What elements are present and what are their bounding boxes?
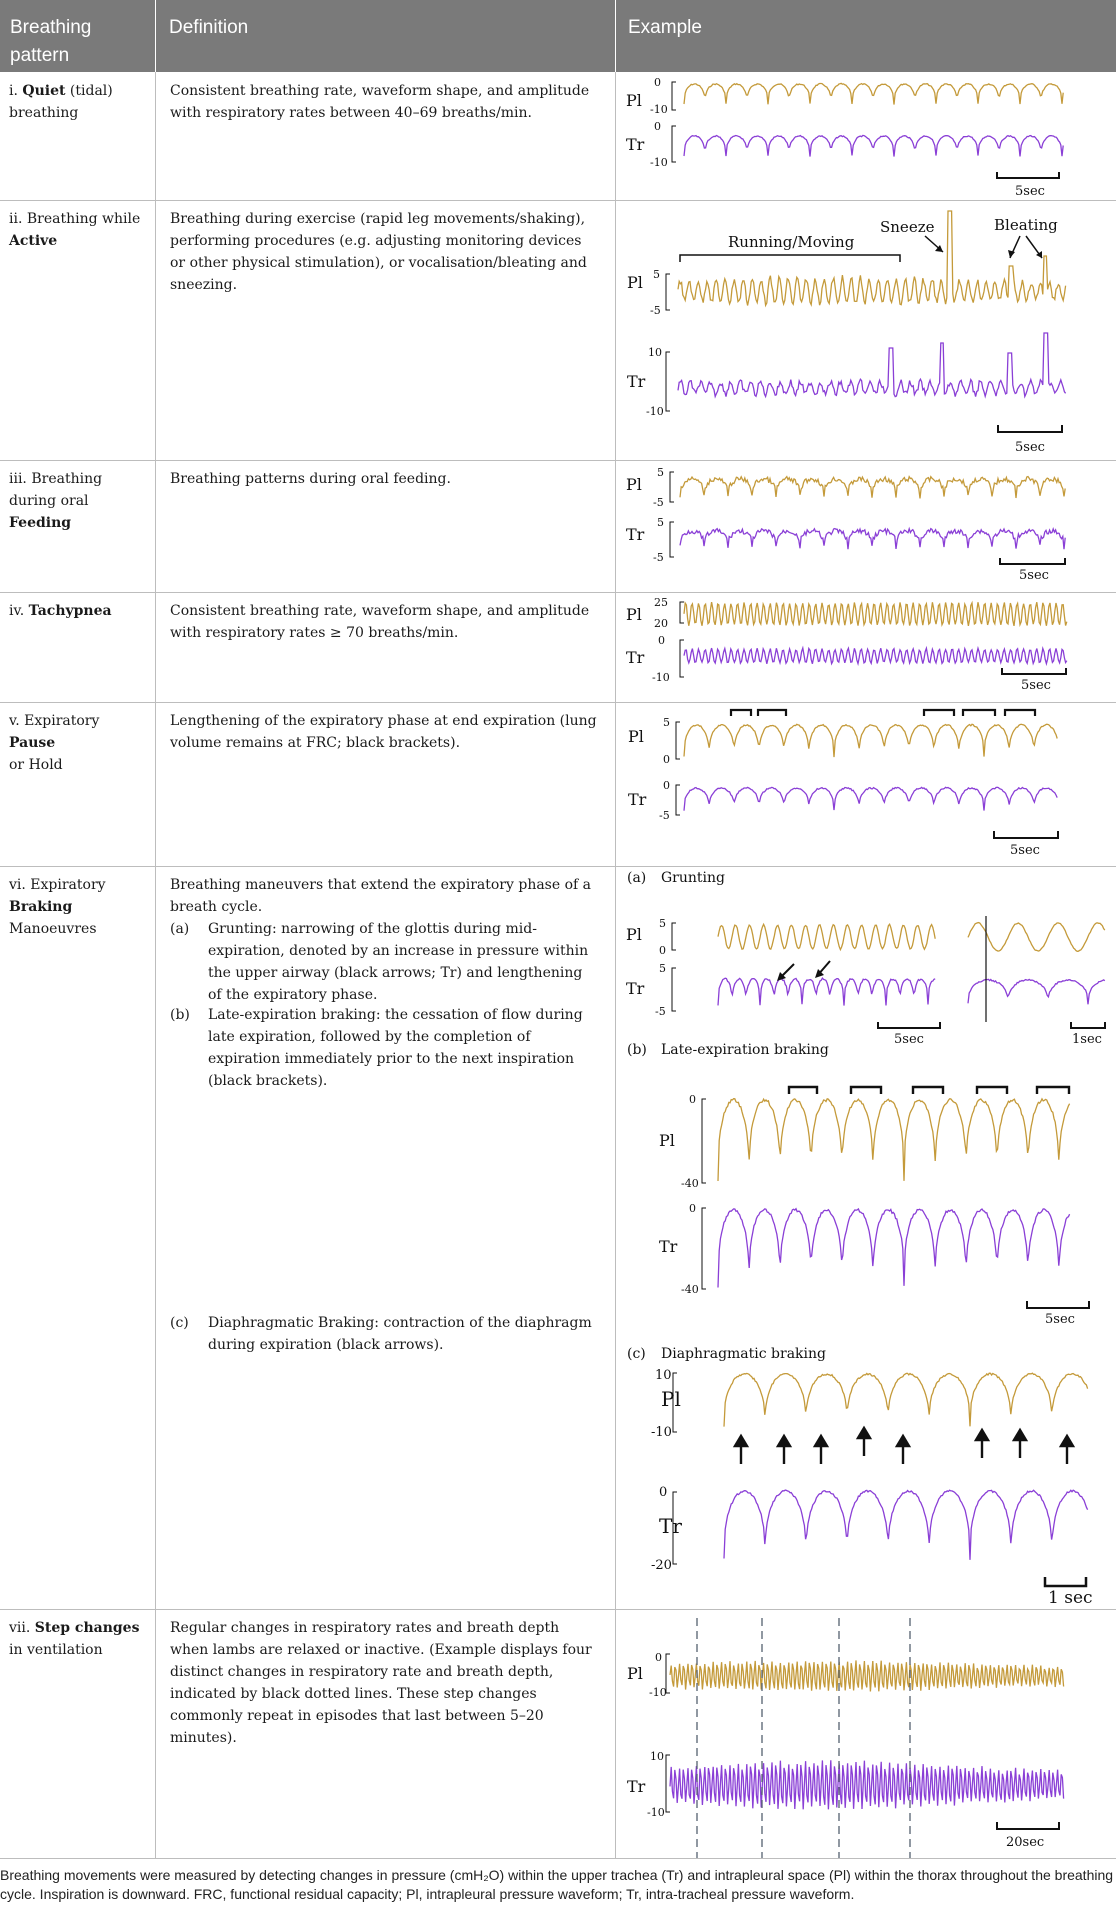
pl-waveform: [724, 1373, 1088, 1426]
scale-bar: [997, 1822, 1059, 1829]
pause-brackets: [731, 710, 1035, 716]
label-tr: Tr: [628, 790, 647, 809]
y-axis: [676, 785, 680, 815]
label-tr: Tr: [659, 1237, 678, 1256]
tick-label: -40: [681, 1283, 699, 1296]
tick-label: 25: [654, 596, 668, 609]
scale-label: 5sec: [1045, 1312, 1075, 1327]
scale-label: 5sec: [1015, 440, 1045, 455]
grunting-arrows: [779, 961, 830, 979]
diaphragm-arrows: [735, 1428, 1073, 1464]
tick-label: -5: [650, 304, 661, 317]
pl-waveform: [684, 83, 1063, 104]
label-pl: Pl: [627, 1664, 643, 1683]
y-axis: [670, 472, 674, 502]
definition-late-expiration: (b) Late-expiration braking: the cessation of flow during late expiration, followed by the completion of expiration immediately prior to the next inspiration (black brackets).: [170, 1007, 583, 1089]
tick-label: 0: [659, 944, 666, 957]
tick-label: 0: [689, 1202, 696, 1215]
tick-label: -10: [649, 1686, 667, 1699]
y-axis: [666, 274, 670, 310]
scale-bar: [994, 831, 1058, 838]
step-change-lines: [697, 1618, 910, 1858]
label-tr: Tr: [626, 135, 645, 154]
scale-bar: [998, 425, 1062, 432]
tick-label: -40: [681, 1177, 699, 1190]
label-pl: Pl: [626, 475, 642, 494]
label-pl: Pl: [661, 1387, 681, 1411]
tick-label: 5: [657, 466, 664, 479]
scale-label: 5sec: [1019, 568, 1049, 583]
scale-bar: [1071, 1022, 1105, 1028]
pattern-active: ii. Breathing while Active: [9, 211, 141, 249]
tick-label: -10: [651, 1425, 672, 1440]
tr-waveform: [684, 648, 1067, 664]
pattern-feeding: iii. Breathing during oral Feeding: [9, 471, 103, 531]
label-pl: Pl: [626, 91, 642, 110]
scale-bar: [1002, 668, 1066, 674]
scale-bar: [1045, 1577, 1086, 1586]
tick-label: -10: [647, 1806, 665, 1819]
label-pl: Pl: [626, 925, 642, 944]
pattern-braking: vi. Expiratory Braking Manoeuvres: [9, 877, 106, 937]
tick-label: -5: [655, 1005, 666, 1018]
y-axis: [666, 352, 670, 411]
y-axis: [672, 923, 676, 950]
tick-label: 10: [650, 1750, 664, 1763]
tick-label: -20: [651, 1558, 672, 1573]
tick-label: 0: [663, 779, 670, 792]
y-axis: [676, 722, 680, 759]
label-tr: Tr: [626, 525, 645, 544]
tick-label: 20: [654, 617, 668, 630]
tr-waveform: [718, 978, 935, 1006]
tick-label: 5: [657, 516, 664, 529]
y-axis: [680, 602, 684, 623]
scale-label: 5sec: [1021, 678, 1051, 693]
y-axis: [702, 1208, 706, 1289]
tick-label: -10: [650, 103, 668, 116]
scale-bar: [997, 172, 1059, 178]
y-axis: [672, 82, 676, 110]
annotation-running: Running/Moving: [728, 233, 855, 251]
tr-waveform: [684, 135, 1063, 156]
tick-label: 0: [659, 1485, 668, 1500]
tick-label: 0: [658, 634, 665, 647]
label-pl: Pl: [626, 605, 642, 624]
panel-label: (a): [627, 870, 647, 886]
definition-feeding: Breathing patterns during oral feeding.: [170, 471, 451, 487]
y-axis: [666, 1755, 670, 1812]
pl-waveform: [718, 924, 935, 949]
panel-title: Late-expiration braking: [661, 1042, 829, 1058]
pattern-tachypnea: iv. Tachypnea: [9, 603, 112, 619]
header-breathing-pattern: Breathing pattern: [0, 0, 155, 72]
tick-label: 10: [648, 346, 662, 359]
tick-label: 5: [663, 716, 670, 729]
definition-pause: Lengthening of the expiratory phase at end expiration (lung volume remains at FRC; black brackets).: [170, 713, 597, 751]
header-definition: Definition: [155, 0, 615, 72]
pattern-quiet: i. Quiet (tidal) breathing: [9, 83, 113, 121]
tick-label: 10: [655, 1368, 672, 1383]
scale-label: 5sec: [1015, 184, 1045, 199]
scale-label: 5sec: [1010, 843, 1040, 858]
label-tr: Tr: [659, 1514, 682, 1538]
tr-waveform: [718, 1209, 1070, 1288]
label-tr: Tr: [627, 1777, 646, 1796]
y-axis: [702, 1099, 706, 1183]
pl-waveform: [718, 1099, 1070, 1181]
pl-waveform: [680, 477, 1065, 499]
tr-waveform: [680, 529, 1065, 550]
scale-bar: [1000, 558, 1065, 564]
pl-waveform: [684, 724, 1057, 757]
tick-label: 5: [659, 917, 666, 930]
panel-title: Grunting: [661, 870, 725, 886]
scale-label: 20sec: [1006, 1835, 1045, 1850]
label-pl: Pl: [628, 727, 644, 746]
tick-label: 0: [663, 753, 670, 766]
tick-label: -5: [653, 551, 664, 564]
panel-label: (b): [627, 1042, 647, 1058]
tick-label: -10: [652, 671, 670, 684]
label-pl: Pl: [627, 273, 643, 292]
label-pl: Pl: [659, 1131, 675, 1150]
tick-label: 5: [659, 962, 666, 975]
label-tr: Tr: [626, 648, 645, 667]
definition-step-changes: Regular changes in respiratory rates and breath depth when lambs are relaxed or inactive. (Example displays four distinct changes in respiratory rate and breath depth, indicated by black dotted lines. These step changes commonly repeat in episodes that last between 5–20 minutes).: [170, 1620, 592, 1746]
definition-quiet: Consistent breathing rate, waveform shape, and amplitude with respiratory rates between 40–69 breaths/min.: [170, 83, 590, 121]
annotation-sneeze: Sneeze: [880, 218, 935, 236]
label-tr: Tr: [626, 979, 645, 998]
pl-waveform: [684, 602, 1067, 626]
tick-label: -10: [650, 156, 668, 169]
y-axis: [670, 522, 674, 557]
panel-title: Diaphragmatic braking: [661, 1346, 826, 1362]
table-footnote: Breathing movements were measured by detecting changes in pressure (cmH₂O) within the upper trachea (Tr) and intrapleural space (Pl) within the thorax throughout the breathing cycle. Inspiration is downward. FRC, functional residual capacity; Pl, intrapleural pressure waveform; Tr, intra-tracheal pressure waveform.: [0, 1867, 1114, 1902]
scale-label: 1 sec: [1048, 1588, 1093, 1608]
definition-diaphragmatic: (c) Diaphragmatic Braking: contraction of the diaphragm during expiration (black arrows).: [170, 1315, 592, 1353]
tick-label: 0: [654, 76, 661, 89]
tr-waveform: [678, 333, 1066, 397]
tick-label: -5: [653, 496, 664, 509]
definition-active: Breathing during exercise (rapid leg movements/shaking), performing procedures (e.g. adjusting monitoring devices or other physical stimulation), or vocalisation/bleating and sneezing.: [170, 211, 587, 293]
tr-waveform: [724, 1490, 1088, 1560]
running-bracket: [680, 255, 900, 262]
panel-label: (c): [627, 1346, 646, 1362]
definition-grunting: (a) Grunting: narrowing of the glottis during mid-expiration, denoted by an increase in pressure within the upper airway (black arrows; Tr) and lengthening of the expiratory phase.: [170, 921, 589, 1003]
annotation-bleating: Bleating: [994, 216, 1058, 234]
tick-label: 0: [654, 120, 661, 133]
pattern-step-changes: vii. Step changes in ventilation: [9, 1620, 140, 1658]
definition-tachypnea: Consistent breathing rate, waveform shape, and amplitude with respiratory rates ≥ 70 breaths/min.: [170, 603, 590, 641]
tick-label: 0: [689, 1093, 696, 1106]
tick-label: 0: [655, 1651, 662, 1664]
pl-waveform: [670, 1660, 1064, 1691]
tr-waveform: [684, 787, 1057, 810]
y-axis: [672, 126, 676, 162]
pattern-pause: v. Expiratory Pause or Hold: [9, 713, 100, 773]
definition-braking: Breathing maneuvers that extend the expiratory phase of a breath cycle.: [170, 877, 592, 915]
scale-label: 5sec: [894, 1032, 924, 1047]
y-axis: [680, 640, 684, 677]
y-axis: [672, 968, 676, 1011]
label-tr: Tr: [627, 372, 646, 391]
scale-bar: [878, 1022, 940, 1028]
tick-label: -5: [659, 809, 670, 822]
tr-waveform: [968, 979, 1105, 1004]
scale-label: 1sec: [1072, 1032, 1102, 1047]
header-example: Example: [615, 0, 1116, 72]
scale-bar: [1027, 1301, 1089, 1308]
tr-waveform: [670, 1760, 1064, 1809]
tick-label: 5: [653, 268, 660, 281]
tick-label: -10: [646, 405, 664, 418]
pl-waveform: [968, 923, 1105, 952]
braking-brackets: [789, 1087, 1069, 1094]
